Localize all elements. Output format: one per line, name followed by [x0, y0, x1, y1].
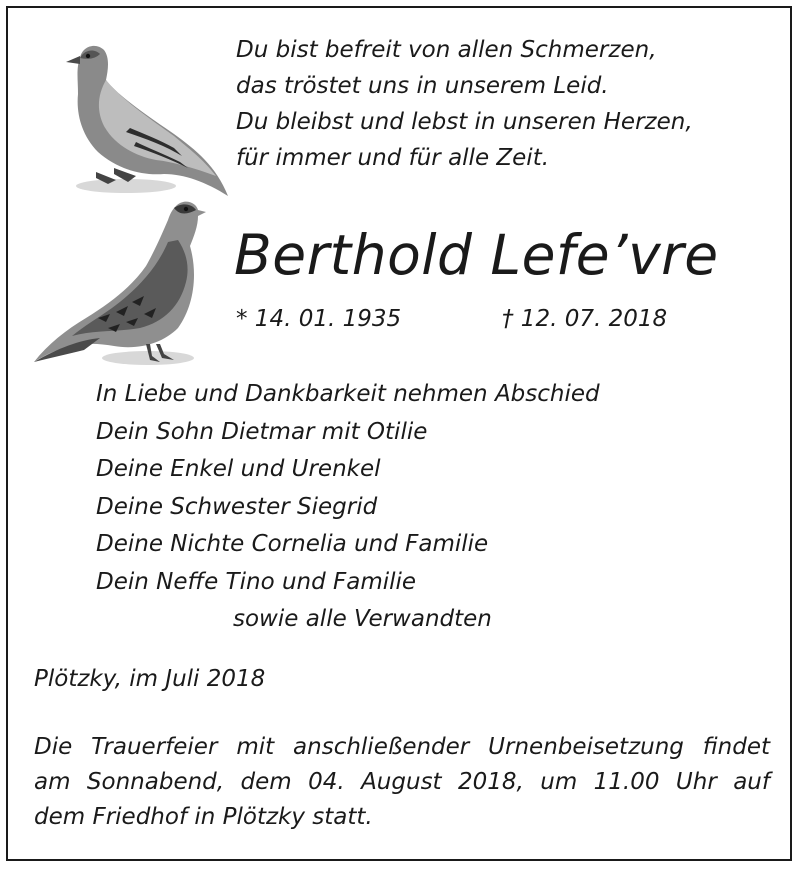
pigeon-icon — [56, 36, 236, 206]
mourner-line: In Liebe und Dankbarkeit nehmen Abschied — [96, 381, 600, 407]
poem — [236, 32, 693, 176]
mourner-line: sowie alle Verwandten — [233, 606, 492, 632]
service-line-text: am Sonnabend, dem 04. August 2018, um 11.00 Uhr auf — [34, 769, 770, 795]
service-info — [34, 730, 770, 835]
birth-date: * 14. 01. 1935 — [236, 306, 402, 332]
service-line — [34, 730, 770, 765]
death-date: † 12. 07. 2018 — [502, 306, 668, 332]
obituary-notice — [6, 6, 792, 861]
service-line-text: Die Trauerfeier mit anschließender Urnenbeisetzung findet — [34, 734, 771, 760]
mourner-line: Deine Schwester Siegrid — [96, 493, 378, 520]
poem-line: Du bleibst und lebst in unseren Herzen, — [236, 109, 693, 135]
service-line — [34, 765, 770, 800]
service-line — [34, 800, 770, 835]
mourner-line: Dein Neffe Tino und Familie — [96, 568, 417, 595]
mourner-line: Deine Enkel und Urenkel — [96, 456, 381, 482]
mourner-line: Deine Nichte Cornelia und Familie — [96, 531, 489, 557]
mourners-list — [96, 376, 600, 639]
poem-line: Du bist befreit von allen Schmerzen, — [236, 37, 657, 63]
deceased-name: Berthold Lefe’vre — [234, 223, 719, 287]
poem-line: das tröstet uns in unserem Leid. — [236, 73, 609, 99]
place-date: Plötzky, im Juli 2018 — [34, 666, 266, 692]
service-line-text: dem Friedhof in Plötzky statt. — [34, 804, 373, 830]
poem-line: für immer und für alle Zeit. — [236, 145, 550, 171]
pigeon-icon — [28, 194, 208, 374]
mourner-line: Dein Sohn Dietmar mit Otilie — [96, 418, 428, 445]
